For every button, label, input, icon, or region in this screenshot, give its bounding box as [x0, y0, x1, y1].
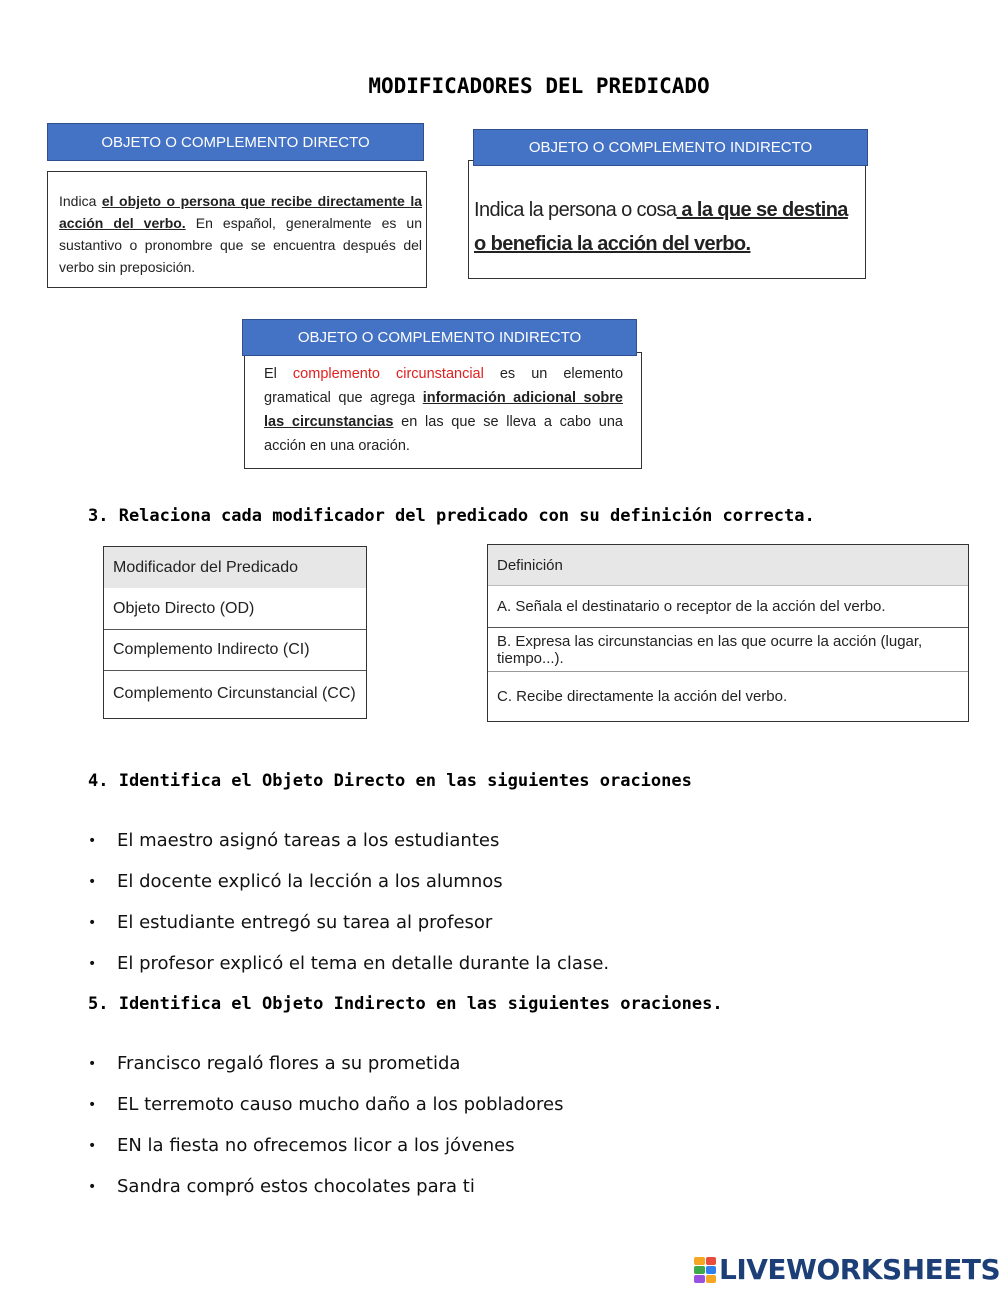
- definition-emphasis: el objeto o persona que recibe directamente la acción del verbo.: [59, 193, 422, 231]
- sentence-text: Francisco regaló flores a su prometida: [117, 1053, 461, 1074]
- question-3-label: 3. Relaciona cada modificador del predicado con su definición correcta.: [88, 506, 815, 526]
- table-row[interactable]: Complemento Indirecto (CI): [104, 629, 366, 670]
- sentence-text: El docente explicó la lección a los alumnos: [117, 871, 503, 892]
- list-item[interactable]: [88, 1175, 563, 1216]
- sentence-text: EN la fiesta no ofrecemos licor a los jóvenes: [117, 1135, 515, 1156]
- definition-emphasis: información adicional sobre las circunstancias: [264, 390, 623, 430]
- definitions-table: [487, 544, 969, 722]
- sentence-text: Sandra compró estos chocolates para ti: [117, 1176, 475, 1197]
- table-header: Modificador del Predicado: [104, 547, 366, 588]
- table-row[interactable]: Objeto Directo (OD): [113, 599, 255, 617]
- bullet-icon: •: [88, 956, 97, 972]
- bullet-icon: •: [88, 1138, 97, 1154]
- list-item[interactable]: [88, 1093, 563, 1134]
- logo-tile: [706, 1266, 717, 1274]
- indirect-object-header: OBJETO O COMPLEMENTO INDIRECTO: [473, 129, 868, 166]
- list-item[interactable]: [88, 829, 609, 870]
- logo-tile: [694, 1266, 705, 1274]
- definition-emphasis: a la que se destina o beneficia la acción del verbo.: [474, 199, 848, 255]
- definition-text: En español, generalmente es un sustantivo o pronombre que se encuentra después del verbo sin preposición.: [59, 215, 422, 275]
- logo-tile: [706, 1257, 717, 1265]
- definition-text: en las que se lleva a cabo una acción en una oración.: [264, 414, 623, 454]
- bullet-icon: •: [88, 915, 97, 931]
- table-row[interactable]: A. Señala el destinatario o receptor de la acción del verbo.: [488, 585, 968, 627]
- question-4-label: 4. Identifica el Objeto Directo en las siguientes oraciones: [88, 771, 692, 791]
- question-5-label: 5. Identifica el Objeto Indirecto en las siguientes oraciones.: [88, 994, 723, 1014]
- liveworksheets-logo[interactable]: [694, 1253, 1000, 1286]
- bullet-icon: •: [88, 1179, 97, 1195]
- logo-tile: [706, 1275, 717, 1283]
- indirect-object-definition: [468, 160, 866, 279]
- question-4-sentences: [88, 829, 609, 993]
- list-item[interactable]: [88, 870, 609, 911]
- sentence-text: El maestro asignó tareas a los estudiantes: [117, 830, 500, 851]
- definition-text: Indica la persona o cosa: [474, 199, 677, 221]
- page-title: MODIFICADORES DEL PREDICADO: [368, 74, 710, 98]
- direct-object-definition: [47, 171, 427, 288]
- logo-tile: [694, 1275, 705, 1283]
- table-row[interactable]: C. Recibe directamente la acción del verbo.: [488, 671, 968, 721]
- list-item[interactable]: [88, 952, 609, 993]
- definition-text: es un elemento gramatical que agrega: [264, 366, 624, 406]
- bullet-icon: •: [88, 874, 97, 890]
- list-item[interactable]: [88, 911, 609, 952]
- bullet-icon: •: [88, 1097, 97, 1113]
- sentence-text: EL terremoto causo mucho daño a los pobladores: [117, 1094, 564, 1115]
- definition-text: El: [264, 366, 293, 382]
- liveworksheets-icon: [694, 1257, 716, 1283]
- modifiers-table: [103, 546, 367, 719]
- definition-text: Indica: [59, 193, 102, 209]
- circumstantial-header: OBJETO O COMPLEMENTO INDIRECTO: [242, 319, 637, 356]
- table-row[interactable]: B. Expresa las circunstancias en las que ocurre la acción (lugar, tiempo...).: [488, 627, 968, 671]
- sentence-text: El estudiante entregó su tarea al profesor: [117, 912, 493, 933]
- list-item[interactable]: [88, 1134, 563, 1175]
- table-header: Definición: [488, 545, 968, 585]
- table-row[interactable]: Complemento Circunstancial (CC): [104, 670, 366, 717]
- bullet-icon: •: [88, 1056, 97, 1072]
- bullet-icon: •: [88, 833, 97, 849]
- logo-text: LIVEWORKSHEETS: [719, 1253, 1000, 1286]
- logo-tile: [694, 1257, 705, 1265]
- list-item[interactable]: [88, 1052, 563, 1093]
- question-5-sentences: [88, 1052, 563, 1216]
- direct-object-header: OBJETO O COMPLEMENTO DIRECTO: [47, 123, 424, 161]
- sentence-text: El profesor explicó el tema en detalle durante la clase.: [117, 953, 610, 974]
- circumstantial-definition: [244, 352, 642, 469]
- definition-highlight: complemento circunstancial: [292, 366, 484, 382]
